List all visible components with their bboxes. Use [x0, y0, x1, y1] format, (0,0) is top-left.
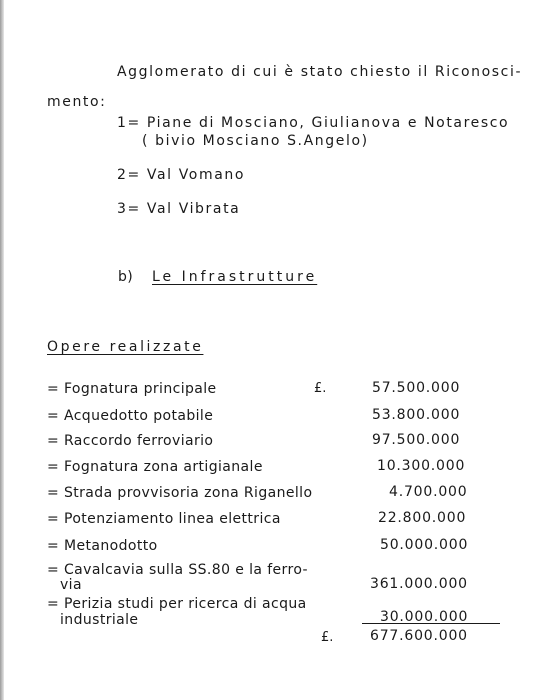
- opera-label-cont: via: [60, 577, 82, 593]
- opera-label: = Perizia studi per ricerca di acqua: [47, 596, 307, 612]
- section-title: Le Infrastrutture: [152, 269, 318, 285]
- opera-amount: 50.000.000: [380, 537, 469, 553]
- agglomerato-1-detail: ( bivio Mosciano S.Angelo): [142, 133, 369, 149]
- opera-amount: 361.000.000: [370, 576, 468, 592]
- opera-amount: 57.500.000: [372, 380, 461, 396]
- total-amount: 677.600.000: [370, 628, 468, 644]
- opera-label: = Fognatura zona artigianale: [47, 459, 263, 475]
- opera-label: = Acquedotto potabile: [47, 408, 214, 424]
- intro-line-2: mento:: [47, 94, 107, 110]
- opera-label-cont: industriale: [60, 612, 139, 628]
- agglomerato-1: 1= Piane di Mosciano, Giulianova e Notaresco: [117, 115, 510, 131]
- agglomerato-3: 3= Val Vibrata: [117, 201, 241, 217]
- subsection-title: Opere realizzate: [47, 339, 204, 355]
- intro-line-1: Agglomerato di cui è stato chiesto il Riconosci-: [117, 64, 523, 80]
- currency-symbol: £.: [314, 381, 327, 396]
- opera-amount: 53.800.000: [372, 407, 461, 423]
- scan-edge: [0, 0, 4, 700]
- opera-amount: 10.300.000: [377, 458, 466, 474]
- opera-amount: 22.800.000: [378, 510, 467, 526]
- agglomerato-2: 2= Val Vomano: [117, 167, 246, 183]
- total-rule: [362, 623, 500, 624]
- opera-label: = Fognatura principale: [47, 381, 217, 397]
- opera-label: = Potenziamento linea elettrica: [47, 511, 281, 527]
- opera-amount: 97.500.000: [372, 432, 461, 448]
- opera-label: = Metanodotto: [47, 538, 158, 554]
- total-currency: £.: [321, 630, 334, 645]
- section-letter: b): [118, 269, 134, 285]
- opera-amount: 4.700.000: [389, 484, 468, 500]
- opera-label: = Cavalcavia sulla SS.80 e la ferro-: [47, 562, 308, 578]
- opera-label: = Raccordo ferroviario: [47, 433, 214, 449]
- opera-label: = Strada provvisoria zona Riganello: [47, 485, 313, 501]
- opera-amount: 30.000.000: [380, 609, 469, 625]
